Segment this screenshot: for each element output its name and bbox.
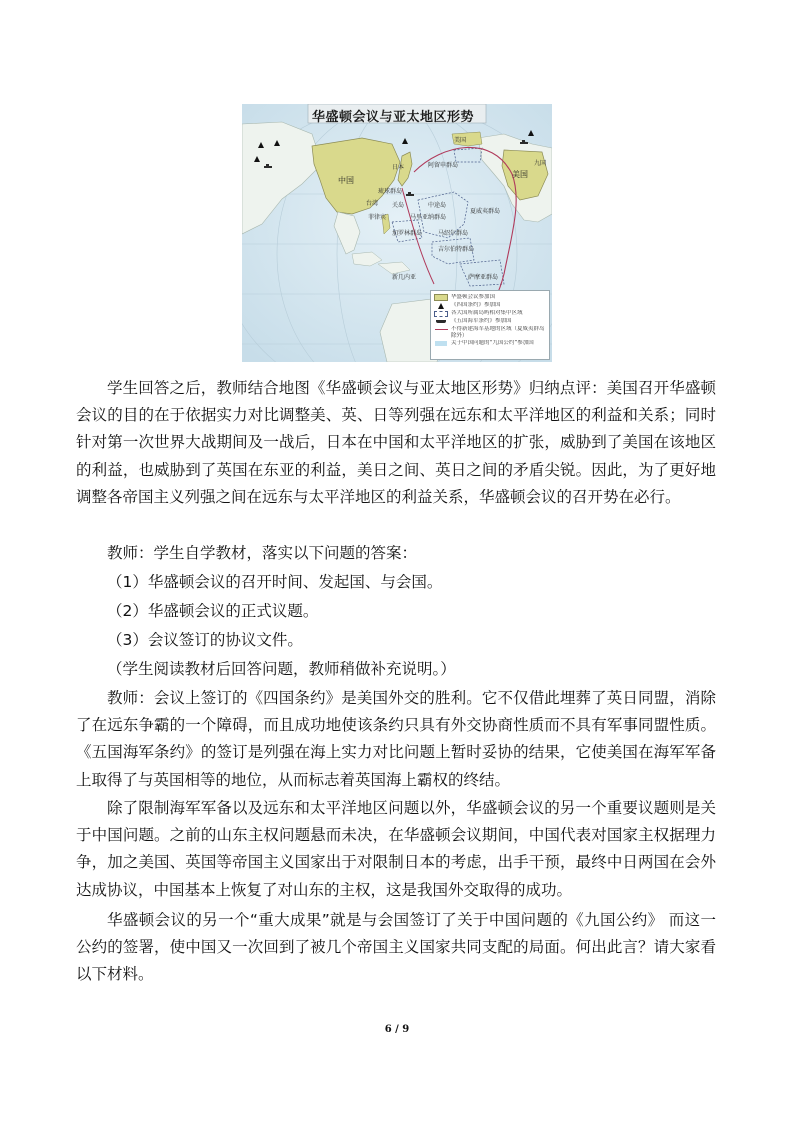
question-1: （1）华盛顿会议的召开时间、发起国、与会国。 xyxy=(107,573,443,591)
legend-item xyxy=(434,326,547,340)
ship-icon xyxy=(434,319,448,325)
teacher-note: （学生阅读教材后回答问题，教师稍做补充说明。） xyxy=(107,660,456,678)
legend-item xyxy=(434,294,547,302)
legend-label: 各大国所属岛屿相对集中区域 xyxy=(451,310,523,316)
legend-item xyxy=(434,310,547,318)
legend-item xyxy=(434,340,547,348)
label-aleutian: 阿留申群岛 xyxy=(428,162,459,169)
legend-label: 《五国海军条约》参加国 xyxy=(451,318,512,324)
legend-fill-swatch xyxy=(434,295,448,301)
label-nine-power: 九国 xyxy=(534,160,547,167)
route-line-swatch xyxy=(434,327,448,333)
question-3: （3）会议签订的协议文件。 xyxy=(107,631,303,649)
label-usa-top: 美国 xyxy=(454,137,467,144)
label-gilbert: 吉尔伯特群岛 xyxy=(438,246,475,253)
label-marshall: 马绍尔群岛 xyxy=(438,230,469,237)
label-new-guinea: 新几内亚 xyxy=(392,274,417,281)
triangle-icon xyxy=(434,303,448,309)
map-title: 华盛顿会议与亚太地区形势 xyxy=(312,110,475,125)
label-mariana: 马里亚纳群岛 xyxy=(410,214,447,221)
label-japan: 日本 xyxy=(392,164,405,171)
label-usa: 美国 xyxy=(512,170,528,179)
legend-label: 华盛顿会议参加国 xyxy=(451,294,496,300)
label-hawaii: 夏威夷群岛 xyxy=(470,208,501,215)
label-china: 中国 xyxy=(338,176,354,185)
map-figure xyxy=(242,104,552,362)
paragraph-teacher-task: 教师：学生自学教材，落实以下问题的答案： xyxy=(107,544,418,562)
legend-item xyxy=(434,302,547,310)
label-guam: 关岛 xyxy=(392,202,405,209)
legend-item xyxy=(434,318,547,326)
legend-label: 不得新建海军基地的区域（夏威夷群岛除外） xyxy=(451,326,545,339)
label-taiwan: 台湾 xyxy=(366,200,379,207)
page-number: 6 / 9 xyxy=(384,1024,410,1035)
legend-label: 关于中国问题的“九国公约”参加国 xyxy=(451,340,534,346)
light-fill-swatch xyxy=(434,341,448,347)
paragraph-treaties: 教师：会议上签订的《四国条约》是美国外交的胜利。它不仅借此埋葬了英日同盟，消除了在远东争霸的一个障碍，而且成功地使该条约只具有外交协商性质而不具有军事同盟性质。《五国海军条约》的签订是列强在海上实力对比问题上暂时妥协的结果，它使美国在海军军备上取得了与英国相等的地位，从而标志着英国海上霸权的终结。 xyxy=(76,689,716,789)
paragraph-nine-power-treaty: 华盛顿会议的另一个“重大成果”就是与会国签订了关于中国问题的《九国公约》 而这一公约的签署，使中国又一次回到了被几个帝国主义国家共同支配的局面。何出此言？请大家看以下材料。 xyxy=(76,911,716,984)
label-ryukyu: 琉球群岛 xyxy=(378,188,403,195)
label-midway: 中途岛 xyxy=(428,202,447,209)
label-samoa: 萨摩亚群岛 xyxy=(468,274,499,281)
paragraph-china-question: 除了限制海军军备以及远东和太平洋地区问题以外，华盛顿会议的另一个重要议题则是关于中国问题。之前的山东主权问题悬而未决，在华盛顿会议期间，中国代表对国家主权据理力争，加之美国、英国等帝国主义国家出于对限制日本的考虑，出手干预，最终中日两国在会外达成协议，中国基本上恢复了对山东的主权，这是我国外交取得的成功。 xyxy=(76,799,716,899)
paragraph-map-commentary: 学生回答之后，教师结合地图《华盛顿会议与亚太地区形势》归纳点评：美国召开华盛顿会议的目的在于依据实力对比调整美、英、日等列强在远东和太平洋地区的利益和关系；同时针对第一次世界大战期间及一战后，日本在中国和太平洋地区的扩张，威胁到了美国在该地区的利益，也威胁到了英国在东亚的利益，美日之间、英日之间的矛盾尖锐。因此，为了更好地调整各帝国主义列强之间在远东与太平洋地区的利益关系，华盛顿会议的召开势在必行。 xyxy=(76,379,716,506)
label-caroline: 加罗林群岛 xyxy=(392,230,423,237)
map-legend xyxy=(430,290,550,360)
label-philippines: 菲律宾 xyxy=(368,214,387,221)
question-2: （2）华盛顿会议的正式议题。 xyxy=(107,602,319,620)
legend-label: 《四国条约》参加国 xyxy=(451,302,501,308)
dashed-area-swatch xyxy=(434,311,448,317)
